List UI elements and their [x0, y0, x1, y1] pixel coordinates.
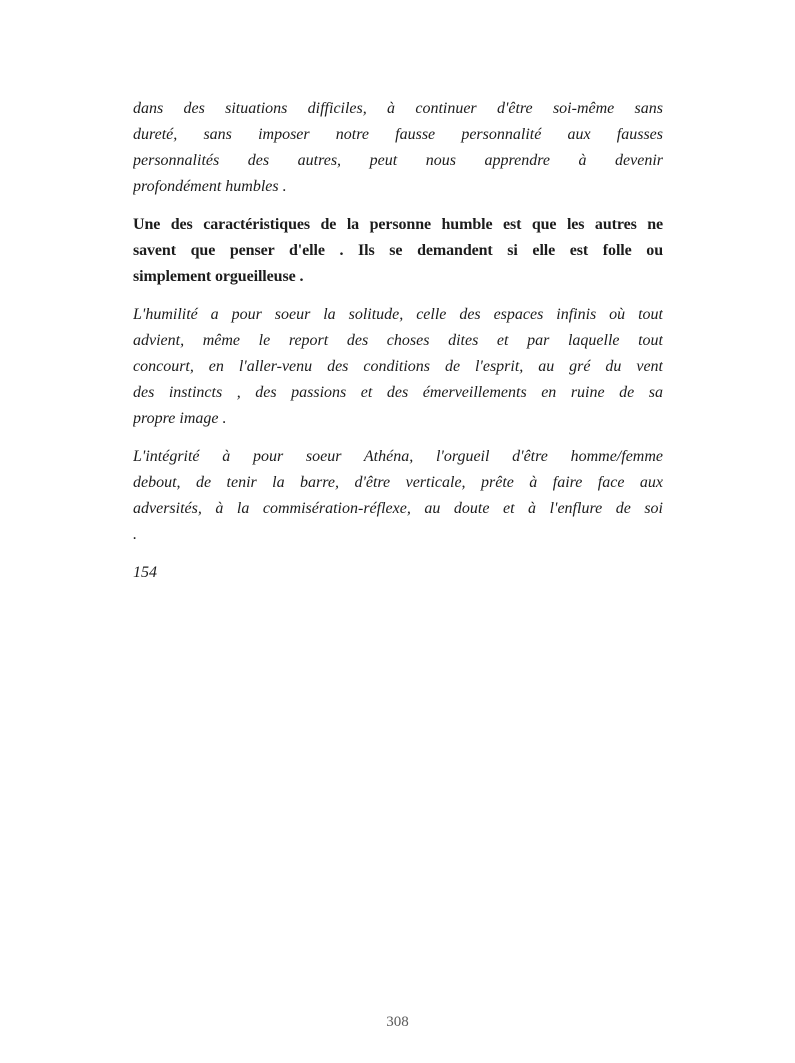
text-line: simplement orgueilleuse .: [133, 268, 304, 285]
text-line: concourt, en l'aller-venu des conditions de l'esprit, au gré du vent: [133, 358, 663, 375]
text-content: [133, 96, 663, 598]
text-line: personnalités des autres, peut nous apprendre à devenir: [133, 152, 663, 169]
text-line: propre image .: [133, 410, 227, 427]
paragraph-1: [133, 96, 663, 200]
text-line: L'intégrité à pour soeur Athéna, l'orgueil d'être homme/femme: [133, 448, 663, 465]
text-line: advient, même le report des choses dites et par laquelle tout: [133, 332, 663, 349]
text-line: 154: [133, 564, 157, 581]
text-line: dureté, sans imposer notre fausse personnalité aux fausses: [133, 126, 663, 143]
text-line: des instincts , des passions et des émerveillements en ruine de sa: [133, 384, 663, 401]
paragraph-3: [133, 302, 663, 432]
text-line: .: [133, 526, 137, 543]
paragraph-5: [133, 560, 663, 586]
text-line: dans des situations difficiles, à continuer d'être soi-même sans: [133, 100, 663, 117]
paragraph-4: [133, 444, 663, 548]
text-line: L'humilité a pour soeur la solitude, celle des espaces infinis où tout: [133, 306, 663, 323]
text-line: savent que penser d'elle . Ils se demandent si elle est folle ou: [133, 242, 663, 259]
text-line: adversités, à la commisération-réflexe, au doute et à l'enflure de soi: [133, 500, 663, 517]
text-line: profondément humbles .: [133, 178, 287, 195]
paragraph-2: [133, 212, 663, 290]
text-line: debout, de tenir la barre, d'être verticale, prête à faire face aux: [133, 474, 663, 491]
text-line: Une des caractéristiques de la personne humble est que les autres ne: [133, 216, 663, 233]
footer-page-number: 308: [386, 1014, 409, 1030]
